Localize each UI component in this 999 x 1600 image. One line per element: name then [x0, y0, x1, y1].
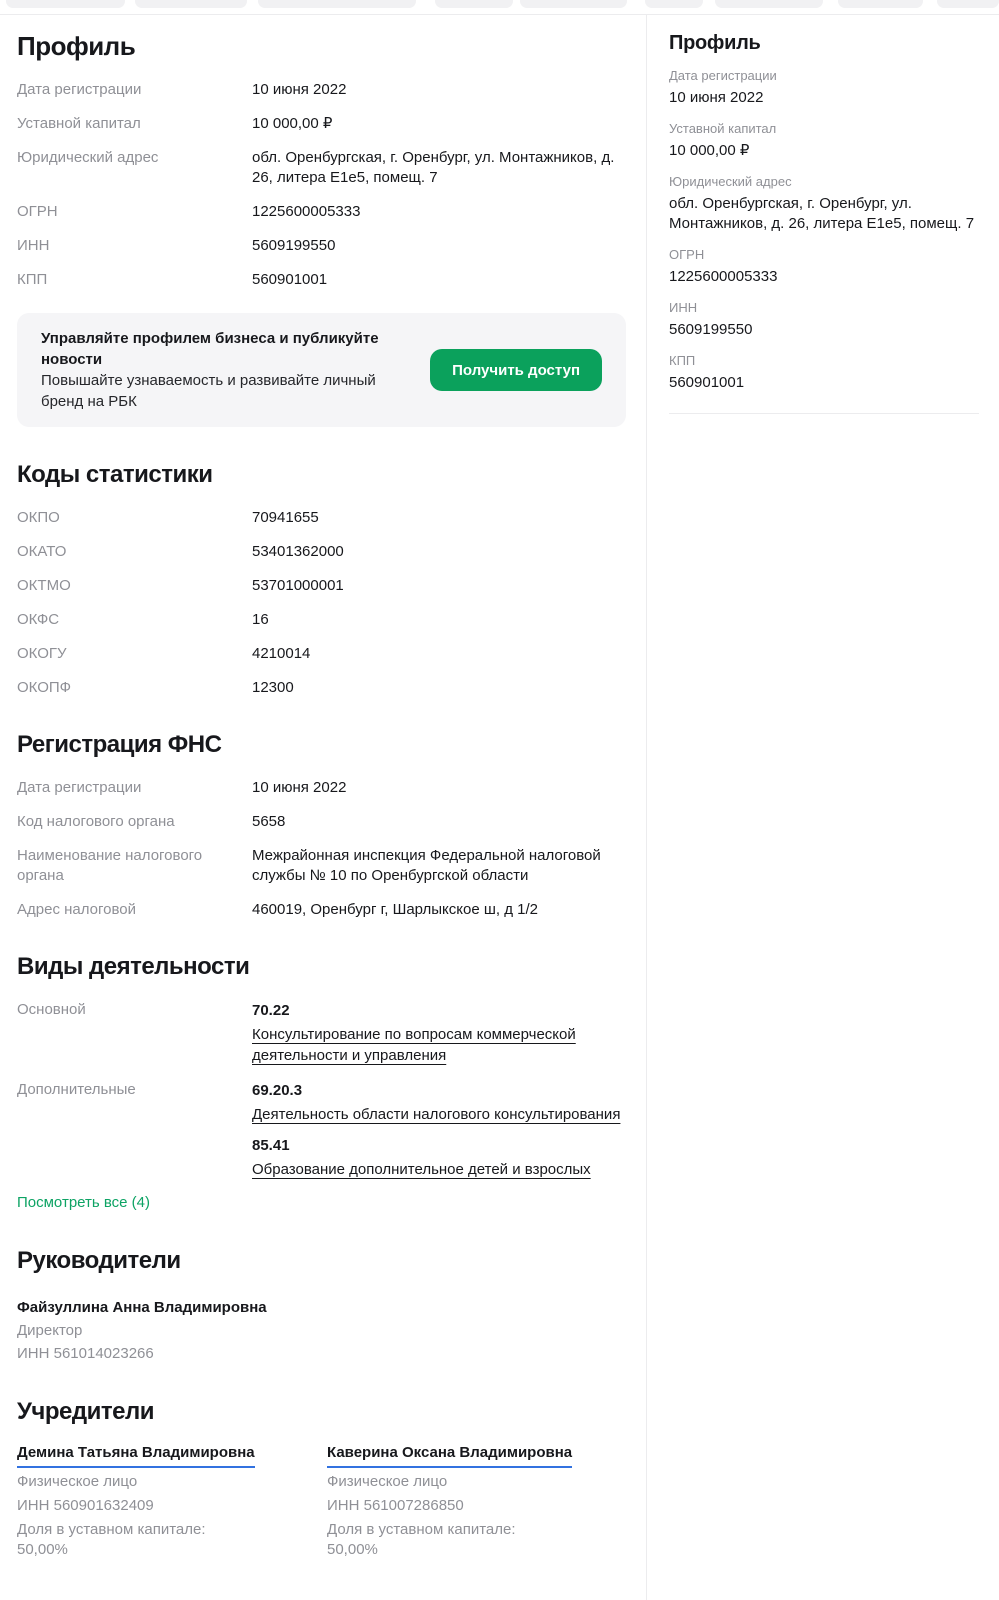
row-label: ОКОПФ	[17, 679, 72, 696]
fns-row	[17, 893, 626, 927]
row-value: 5658	[252, 813, 286, 830]
row-value: 560901001	[252, 271, 328, 288]
fns-row	[17, 805, 626, 839]
row-value: 10 июня 2022	[252, 779, 347, 796]
row-label: ОКОГУ	[17, 645, 67, 662]
row-label: Наименование налогового органа	[17, 847, 203, 884]
activity-group	[17, 1073, 626, 1187]
sidebar-column	[646, 15, 999, 1600]
tab-placeholder[interactable]	[937, 0, 999, 8]
founder-card	[327, 1442, 637, 1560]
promo-banner-title: Управляйте профилем бизнеса и публикуйте новости	[41, 330, 379, 368]
row-label: ОКФС	[17, 611, 60, 628]
sidebar-value: 560901001	[669, 374, 745, 391]
promo-banner-text	[41, 328, 414, 412]
row-label: Адрес налоговой	[17, 901, 137, 918]
leader-name: Файзуллина Анна Владимировна	[17, 1299, 267, 1316]
row-value: Межрайонная инспекция Федеральной налоговой службы № 10 по Оренбургской области	[252, 847, 601, 884]
tab-placeholder[interactable]	[645, 0, 703, 8]
activity-group-items	[252, 1000, 626, 1066]
row-label: ОКПО	[17, 509, 60, 526]
founder-share-value: 50,00%	[17, 1541, 68, 1558]
stats-row	[17, 603, 626, 637]
tab-placeholder[interactable]	[6, 0, 125, 8]
profile-row	[17, 107, 626, 141]
stats-row	[17, 671, 626, 705]
stats-row	[17, 501, 626, 535]
profile-row	[17, 195, 626, 229]
top-tabs-strip	[0, 0, 999, 15]
profile-row	[17, 73, 626, 107]
sidebar-value: 1225600005333	[669, 268, 778, 285]
row-value: 5609199550	[252, 237, 336, 254]
founder-share-label: Доля в уставном капитале:	[17, 1521, 206, 1538]
sidebar-label: Юридический адрес	[669, 174, 792, 189]
row-label: Дата регистрации	[17, 81, 142, 98]
row-value: 12300	[252, 679, 294, 696]
sidebar-value: обл. Оренбургская, г. Оренбург, ул. Монтажников, д. 26, литера Е1е5, помещ. 7	[669, 195, 975, 232]
founder-share-label: Доля в уставном капитале:	[327, 1521, 516, 1538]
activity-code: 69.20.3	[252, 1082, 303, 1099]
founders-row	[17, 1442, 626, 1560]
profile-row	[17, 141, 626, 195]
get-access-button[interactable]: Получить доступ	[430, 349, 602, 391]
row-label: Юридический адрес	[17, 149, 159, 166]
row-value: 16	[252, 611, 269, 628]
sidebar-profile-group	[669, 68, 979, 108]
fns-row	[17, 839, 626, 893]
activity-link[interactable]: Образование дополнительное детей и взрослых	[252, 1161, 591, 1178]
sidebar-profile-group	[669, 121, 979, 161]
sidebar-label: Дата регистрации	[669, 68, 777, 83]
sidebar-value: 10 000,00 ₽	[669, 142, 750, 159]
row-label: ОКТМО	[17, 577, 71, 594]
profile-row	[17, 263, 626, 297]
stats-row	[17, 637, 626, 671]
sidebar-label: ОГРН	[669, 247, 705, 262]
fns-section-title: Регистрация ФНС	[17, 731, 222, 758]
activity-item	[252, 1080, 626, 1125]
row-value: 10 июня 2022	[252, 81, 347, 98]
activity-group-label: Дополнительные	[17, 1081, 136, 1098]
sidebar-profile-group	[669, 247, 979, 287]
row-label: Уставной капитал	[17, 115, 141, 132]
founder-inn: ИНН 560901632409	[17, 1497, 154, 1514]
activities-list	[17, 993, 626, 1187]
tab-placeholder[interactable]	[838, 0, 923, 8]
row-value: 10 000,00 ₽	[252, 115, 333, 132]
activity-code: 70.22	[252, 1002, 290, 1019]
activity-item	[252, 1000, 626, 1066]
activity-link[interactable]: Консультирование по вопросам коммерческой деятельности и управления	[252, 1026, 576, 1064]
profile-details-list	[17, 73, 626, 297]
leader-role: Директор	[17, 1322, 83, 1339]
row-value: 53701000001	[252, 577, 344, 594]
sidebar-label: ИНН	[669, 300, 698, 315]
row-label: ОГРН	[17, 203, 58, 220]
founder-share-value: 50,00%	[327, 1541, 378, 1558]
row-label: ОКАТО	[17, 543, 67, 560]
tab-placeholder[interactable]	[520, 0, 627, 8]
activity-group	[17, 993, 626, 1073]
row-value: 460019, Оренбург г, Шарлыкское ш, д 1/2	[252, 901, 538, 918]
stats-list	[17, 501, 626, 705]
founder-name-link[interactable]: Каверина Оксана Владимировна	[327, 1442, 572, 1468]
row-value: 53401362000	[252, 543, 344, 560]
founder-card	[17, 1442, 327, 1560]
page-title: Профиль	[17, 31, 136, 61]
founder-name-link[interactable]: Демина Татьяна Владимировна	[17, 1442, 255, 1468]
activity-group-items	[252, 1080, 626, 1180]
row-value: 1225600005333	[252, 203, 361, 220]
leader-card	[17, 1297, 626, 1364]
sidebar-value: 5609199550	[669, 321, 753, 338]
profile-row	[17, 229, 626, 263]
leader-inn: ИНН 561014023266	[17, 1345, 154, 1362]
stats-row	[17, 569, 626, 603]
sidebar-value: 10 июня 2022	[669, 89, 764, 106]
activity-item	[252, 1135, 626, 1180]
sidebar-profile-card	[669, 31, 979, 414]
fns-list	[17, 771, 626, 927]
tab-placeholder[interactable]	[258, 0, 416, 8]
tab-placeholder[interactable]	[135, 0, 247, 8]
founder-type: Физическое лицо	[17, 1473, 138, 1490]
promo-banner	[17, 313, 626, 427]
tab-placeholder[interactable]	[435, 0, 513, 8]
activity-code: 85.41	[252, 1137, 290, 1154]
founder-type: Физическое лицо	[327, 1473, 448, 1490]
sidebar-profile-group	[669, 300, 979, 340]
stats-section-title: Коды статистики	[17, 461, 213, 488]
row-value: 4210014	[252, 645, 311, 662]
sidebar-profile-group	[669, 174, 979, 234]
row-label: Код налогового органа	[17, 813, 175, 830]
sidebar-profile-title: Профиль	[669, 32, 761, 54]
activity-link[interactable]: Деятельность области налогового консультирования	[252, 1106, 621, 1123]
sidebar-profile-group	[669, 353, 979, 393]
row-label: ИНН	[17, 237, 50, 254]
show-all-activities-link[interactable]: Посмотреть все (4)	[17, 1194, 151, 1211]
leaders-section-title: Руководители	[17, 1247, 181, 1274]
stats-row	[17, 535, 626, 569]
row-value: обл. Оренбургская, г. Оренбург, ул. Монтажников, д. 26, литера Е1е5, помещ. 7	[252, 149, 615, 186]
sidebar-label: КПП	[669, 353, 696, 368]
founders-section-title: Учредители	[17, 1398, 154, 1425]
row-label: Дата регистрации	[17, 779, 142, 796]
fns-row	[17, 771, 626, 805]
sidebar-label: Уставной капитал	[669, 121, 777, 136]
activities-section-title: Виды деятельности	[17, 953, 250, 980]
row-value: 70941655	[252, 509, 319, 526]
main-column	[0, 15, 646, 1600]
founder-inn: ИНН 561007286850	[327, 1497, 464, 1514]
activity-group-label: Основной	[17, 1001, 86, 1018]
row-label: КПП	[17, 271, 48, 288]
tab-placeholder[interactable]	[715, 0, 823, 8]
promo-banner-subtitle: Повышайте узнаваемость и развивайте личный бренд на РБК	[41, 372, 376, 410]
